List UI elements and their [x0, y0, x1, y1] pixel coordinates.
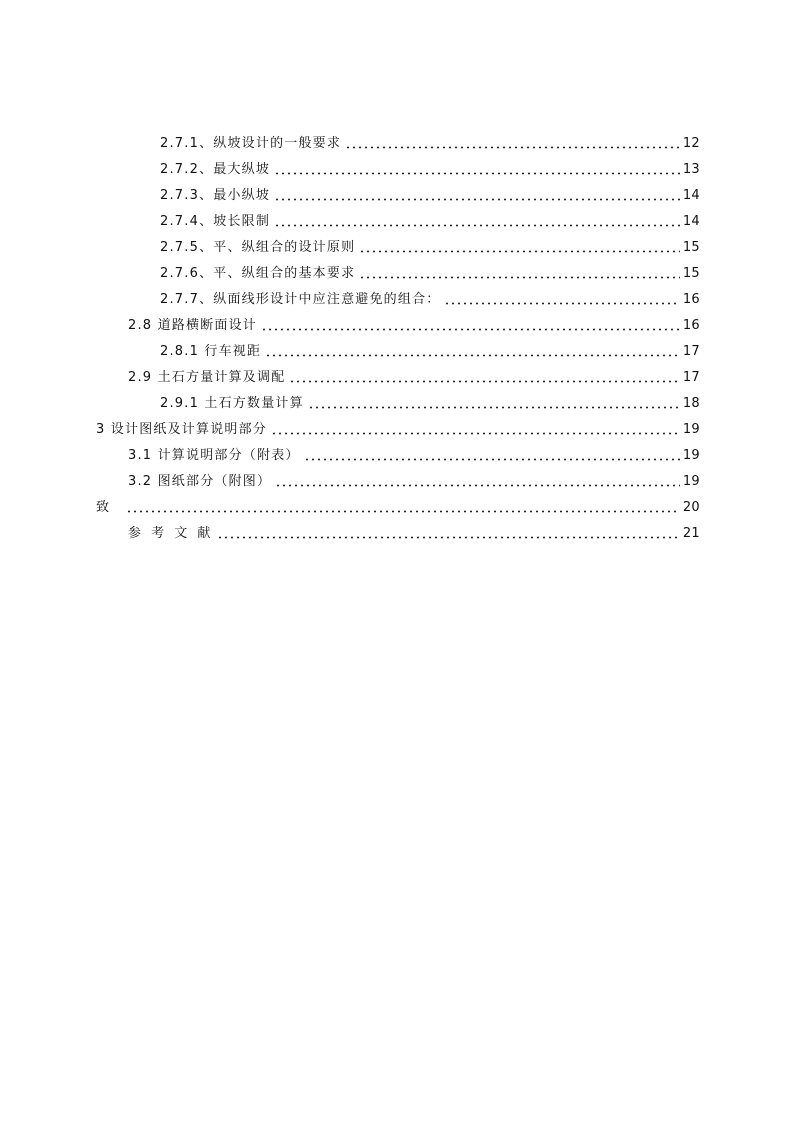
toc-entry[interactable]: [160, 131, 700, 153]
toc-entry-title: 2.7.5、平、纵组合的设计原则: [160, 240, 356, 255]
toc-dot-leader: [274, 198, 680, 201]
toc-entry-page: 21: [682, 526, 700, 541]
toc-dot-leader: [308, 406, 680, 409]
toc-entry-title: 2.9.1 土石方数量计算: [160, 396, 304, 411]
toc-dot-leader: [304, 458, 680, 461]
toc-entry-page: 16: [682, 318, 700, 333]
toc-entry[interactable]: [160, 183, 700, 205]
toc-dot-leader: [274, 224, 680, 227]
toc-entry[interactable]: [160, 157, 700, 179]
toc-entry[interactable]: [160, 287, 700, 309]
toc-dot-leader: [265, 354, 680, 357]
toc-entry-title: 2.7.7、纵面线形设计中应注意避免的组合：: [160, 292, 441, 307]
toc-entry-page: 19: [682, 448, 700, 463]
toc-entry-page: 14: [682, 188, 700, 203]
toc-entry-page: 14: [682, 214, 700, 229]
toc-entry-title: 3.2 图纸部分（附图）: [128, 474, 272, 489]
toc-entry-page: 15: [682, 266, 700, 281]
toc-dot-leader: [359, 276, 680, 279]
toc-entry[interactable]: [96, 417, 700, 439]
toc-entry-title: 2.7.1、纵坡设计的一般要求: [160, 136, 342, 151]
toc-entry-page: 16: [682, 292, 700, 307]
toc-entry-title: 2.7.4、坡长限制: [160, 214, 271, 229]
toc-entry-title: 2.8 道路横断面设计: [128, 318, 258, 333]
toc-dot-leader: [261, 328, 680, 331]
toc-entry[interactable]: [128, 521, 700, 543]
toc-entry-page: 12: [682, 136, 700, 151]
toc-entry[interactable]: [128, 469, 700, 491]
toc-entry[interactable]: [160, 209, 700, 231]
toc-entry-page: 13: [682, 162, 700, 177]
toc-entry[interactable]: [96, 495, 700, 517]
toc-dot-leader: [271, 432, 680, 435]
toc-entry-page: 20: [682, 500, 700, 515]
toc-dot-leader: [275, 484, 680, 487]
toc-dot-leader: [444, 302, 680, 305]
toc-entry-title: 参 考 文 献: [128, 526, 214, 541]
toc-entry[interactable]: [160, 339, 700, 361]
toc-entry-page: 18: [682, 396, 700, 411]
toc-entry-title: 3 设计图纸及计算说明部分: [96, 422, 268, 437]
toc-entry-page: 19: [682, 422, 700, 437]
toc-entry[interactable]: [128, 443, 700, 465]
toc-entry[interactable]: [160, 391, 700, 413]
toc-dot-leader: [217, 536, 680, 539]
toc-dot-leader: [289, 380, 680, 383]
toc-entry-title: 2.7.2、最大纵坡: [160, 162, 271, 177]
toc-entry-title: 2.7.6、平、纵组合的基本要求: [160, 266, 356, 281]
toc-dot-leader: [359, 250, 680, 253]
toc-dot-leader: [126, 510, 680, 513]
toc-entry-page: 15: [682, 240, 700, 255]
toc-entry-title: 2.8.1 行车视距: [160, 344, 262, 359]
toc-entry[interactable]: [160, 261, 700, 283]
toc-entry[interactable]: [128, 365, 700, 387]
toc-entry-title: 致: [96, 500, 111, 515]
toc-entry[interactable]: [128, 313, 700, 335]
toc-entry-page: 19: [682, 474, 700, 489]
toc-entry-title: 3.1 计算说明部分（附表）: [128, 448, 300, 463]
toc-dot-leader: [274, 172, 680, 175]
toc-dot-leader: [345, 146, 680, 149]
toc-entry-title: 2.9 土石方量计算及调配: [128, 370, 286, 385]
toc-entry-page: 17: [682, 344, 700, 359]
toc-entry-page: 17: [682, 370, 700, 385]
toc-entry-title: 2.7.3、最小纵坡: [160, 188, 271, 203]
toc-entry[interactable]: [160, 235, 700, 257]
